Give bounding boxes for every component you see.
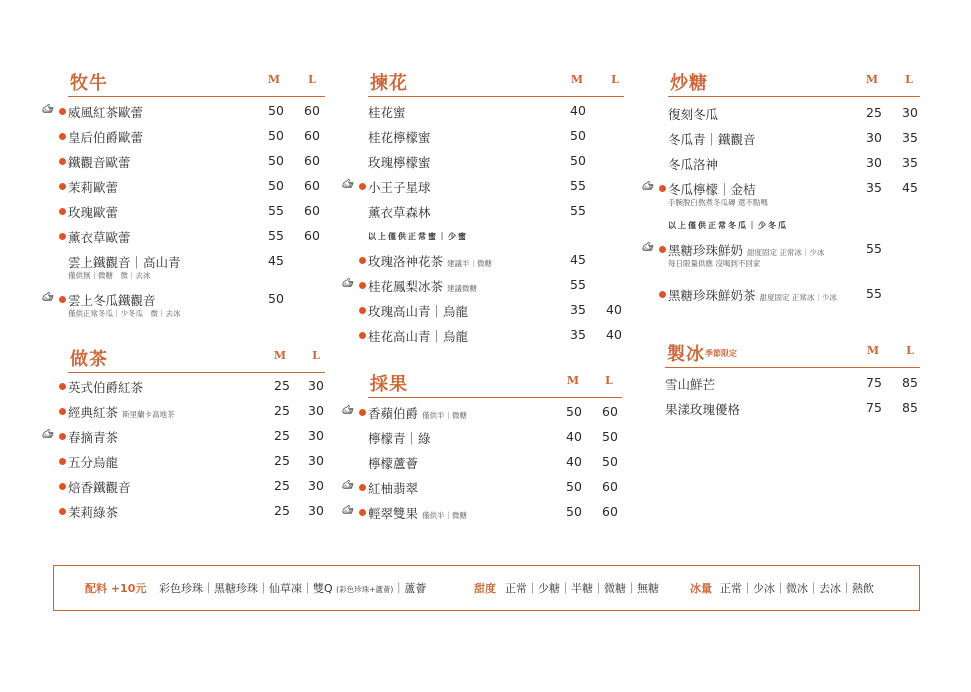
hand-pointing-icon bbox=[641, 241, 655, 255]
menu-item-line bbox=[665, 400, 920, 417]
hand-pointing-icon bbox=[341, 504, 355, 518]
menu-item-title: 檸檬青｜綠 bbox=[368, 431, 431, 446]
menu-item bbox=[368, 252, 624, 269]
menu-item-title: 檸檬蘆薈 bbox=[368, 456, 419, 471]
section-subnote: 以上僅供正常蜜｜少蜜 bbox=[368, 232, 468, 241]
price-l: 30 bbox=[308, 428, 324, 443]
menu-item bbox=[68, 478, 325, 495]
menu-item-title: 果漾玫瑰優格 bbox=[665, 402, 741, 417]
menu-item-line bbox=[368, 203, 624, 220]
size-l-header: L bbox=[611, 73, 619, 86]
price-l: 60 bbox=[602, 504, 618, 519]
hand-pointing-icon bbox=[41, 428, 55, 442]
menu-item-line bbox=[368, 277, 624, 294]
menu-item-name bbox=[368, 302, 468, 320]
menu-item-line bbox=[68, 128, 325, 145]
menu-item-line bbox=[368, 128, 624, 145]
orange-dot-icon bbox=[59, 158, 66, 165]
price-l: 30 bbox=[308, 478, 324, 493]
menu-item-name bbox=[68, 478, 131, 496]
price-l: 60 bbox=[304, 203, 320, 218]
price-l: 30 bbox=[902, 105, 918, 120]
menu-item-name bbox=[368, 203, 431, 221]
menu-item bbox=[668, 286, 920, 303]
size-l-header: L bbox=[605, 374, 613, 387]
orange-dot-icon bbox=[59, 458, 66, 465]
menu-item-title: 黑糖珍珠鮮奶茶 bbox=[668, 288, 756, 303]
menu-item-name bbox=[68, 403, 175, 421]
price-m: 50 bbox=[566, 404, 582, 419]
price-l: 60 bbox=[602, 404, 618, 419]
menu-item-title: 黑糖珍珠鮮奶 bbox=[668, 243, 744, 258]
menu-item-name bbox=[68, 203, 118, 221]
menu-item-line bbox=[68, 203, 325, 220]
menu-item-title: 冬瓜洛神 bbox=[668, 157, 719, 172]
section-title: 製冰 bbox=[667, 344, 705, 365]
menu-item-title: 桂花鳳梨冰茶 bbox=[368, 279, 444, 294]
menu-item bbox=[665, 400, 920, 417]
orange-dot-icon bbox=[359, 509, 366, 516]
price-m: 50 bbox=[268, 178, 284, 193]
orange-dot-icon bbox=[59, 108, 66, 115]
price-m: 55 bbox=[570, 203, 586, 218]
price-m: 45 bbox=[570, 252, 586, 267]
orange-dot-icon bbox=[659, 185, 666, 192]
menu-item-line bbox=[68, 478, 325, 495]
menu-item-note: 僅供正常冬瓜｜少冬瓜 微｜去冰 bbox=[68, 309, 181, 318]
price-l: 60 bbox=[304, 103, 320, 118]
menu-item-title: 茉莉歐蕾 bbox=[68, 180, 119, 195]
price-l: 85 bbox=[902, 375, 918, 390]
menu-item-title: 桂花蜜 bbox=[368, 105, 406, 120]
menu-item-note: 僅供無｜微糖 微｜去冰 bbox=[68, 271, 151, 280]
orange-dot-icon bbox=[359, 282, 366, 289]
hand-pointing-icon bbox=[341, 178, 355, 192]
toppings-tail: ｜蘆薈 bbox=[393, 582, 427, 595]
menu-item-title: 威風紅茶歐蕾 bbox=[68, 105, 144, 120]
price-m: 30 bbox=[866, 155, 882, 170]
menu-item-line bbox=[668, 241, 920, 258]
menu-item bbox=[368, 153, 624, 170]
orange-dot-icon bbox=[59, 133, 66, 140]
orange-dot-icon bbox=[359, 409, 366, 416]
menu-item-line bbox=[368, 404, 622, 421]
price-l: 60 bbox=[602, 479, 618, 494]
menu-item-tag: 建議半｜微糖 bbox=[447, 259, 493, 268]
menu-item-line bbox=[368, 178, 624, 195]
size-l-header: L bbox=[905, 73, 913, 86]
price-m: 75 bbox=[866, 400, 882, 415]
ice-options: 正常｜少冰｜微冰｜去冰｜熱飲 bbox=[720, 582, 874, 595]
menu-item-tag: 建議微糖 bbox=[447, 284, 478, 293]
sweetness-label: 甜度 bbox=[474, 582, 496, 595]
menu-item bbox=[368, 504, 622, 521]
price-m: 50 bbox=[268, 153, 284, 168]
orange-dot-icon bbox=[359, 183, 366, 190]
menu-item bbox=[368, 429, 622, 446]
price-l: 60 bbox=[304, 128, 320, 143]
menu-item-name bbox=[668, 105, 718, 123]
menu-item-title: 玫瑰高山青｜烏龍 bbox=[368, 304, 469, 319]
menu-item bbox=[368, 277, 624, 294]
menu-item-title: 玫瑰歐蕾 bbox=[68, 205, 119, 220]
menu-item-name bbox=[665, 375, 715, 393]
menu-item-title: 小王子星球 bbox=[368, 180, 431, 195]
menu-item bbox=[668, 155, 920, 172]
price-m: 35 bbox=[570, 302, 586, 317]
price-m: 40 bbox=[566, 429, 582, 444]
menu-item-line bbox=[68, 253, 325, 270]
menu-item-name bbox=[368, 504, 467, 522]
menu-item-name bbox=[668, 155, 718, 173]
size-m-header: M bbox=[866, 344, 880, 357]
menu-item-name bbox=[68, 453, 118, 471]
price-l: 60 bbox=[304, 153, 320, 168]
menu-item-title: 桂花高山青｜烏龍 bbox=[368, 329, 469, 344]
price-m: 50 bbox=[570, 128, 586, 143]
menu-item-title: 香蘋伯爵 bbox=[368, 406, 419, 421]
menu-item-line bbox=[368, 302, 624, 319]
menu-item-name bbox=[368, 404, 467, 422]
menu-item bbox=[368, 479, 622, 496]
menu-item-name bbox=[368, 128, 431, 146]
hand-pointing-icon bbox=[341, 479, 355, 493]
section-caiguo bbox=[368, 370, 622, 530]
section-header bbox=[665, 340, 920, 368]
orange-dot-icon bbox=[59, 508, 66, 515]
orange-dot-icon bbox=[59, 483, 66, 490]
menu-item bbox=[68, 228, 325, 245]
menu-item-name bbox=[368, 479, 418, 497]
menu-item-name bbox=[368, 178, 431, 196]
size-m-header: M bbox=[570, 73, 584, 86]
orange-dot-icon bbox=[59, 296, 66, 303]
price-m: 30 bbox=[866, 130, 882, 145]
menu-item bbox=[68, 453, 325, 470]
price-m: 45 bbox=[268, 253, 284, 268]
menu-item bbox=[68, 203, 325, 220]
menu-item-title: 雪山鮮芒 bbox=[665, 377, 716, 392]
section-header bbox=[668, 69, 920, 97]
menu-item-tag: 僅供半｜微糖 bbox=[422, 511, 468, 520]
menu-item-line bbox=[68, 503, 325, 520]
options-footer bbox=[53, 565, 920, 611]
menu-item-line bbox=[368, 454, 622, 471]
menu-item-title: 皇后伯爵歐蕾 bbox=[68, 130, 144, 145]
menu-item-name bbox=[68, 228, 131, 246]
menu-item-name bbox=[368, 454, 418, 472]
section-zuocha bbox=[68, 345, 325, 535]
price-m: 25 bbox=[274, 478, 290, 493]
menu-item-title: 雲上冬瓜鐵觀音 bbox=[68, 293, 156, 308]
menu-item-title: 玫瑰洛神花茶 bbox=[368, 254, 444, 269]
menu-item-tag: 甜度固定 正常冰｜少冰 bbox=[747, 248, 825, 257]
menu-item-name bbox=[68, 253, 181, 271]
menu-item-title: 薰衣草歐蕾 bbox=[68, 230, 131, 245]
menu-item bbox=[68, 378, 325, 395]
menu-item-title: 經典紅茶 bbox=[68, 405, 119, 420]
hand-pointing-icon bbox=[41, 103, 55, 117]
price-m: 25 bbox=[866, 105, 882, 120]
toppings-text: 彩色珍珠｜黑糖珍珠｜仙草凍｜雙Q bbox=[159, 582, 333, 595]
menu-item-note: 手腕脫臼熬煮冬瓜磚 還不點嗎 bbox=[668, 198, 768, 207]
orange-dot-icon bbox=[59, 433, 66, 440]
price-l: 45 bbox=[902, 180, 918, 195]
menu-item-name bbox=[368, 153, 431, 171]
menu-item-line bbox=[68, 228, 325, 245]
section-title: 做茶 bbox=[70, 349, 108, 370]
section-muniu bbox=[68, 69, 325, 319]
hand-pointing-icon bbox=[341, 277, 355, 291]
menu-item-name bbox=[68, 178, 118, 196]
orange-dot-icon bbox=[659, 246, 666, 253]
section-zhibing bbox=[665, 340, 920, 430]
price-l: 35 bbox=[902, 155, 918, 170]
menu-item bbox=[68, 103, 325, 120]
price-m: 40 bbox=[570, 103, 586, 118]
menu-item bbox=[368, 203, 624, 220]
ice-label: 冰量 bbox=[690, 582, 712, 595]
section-luohua bbox=[368, 69, 624, 349]
menu-item-line bbox=[668, 105, 920, 122]
size-l-header: L bbox=[308, 73, 316, 86]
toppings-list bbox=[159, 580, 426, 596]
menu-item-name bbox=[668, 180, 756, 198]
menu-item-title: 焙香鐵觀音 bbox=[68, 480, 131, 495]
menu-item-name bbox=[68, 503, 118, 521]
menu-item-title: 薰衣草森林 bbox=[368, 205, 431, 220]
section-title: 揀花 bbox=[370, 73, 408, 94]
menu-item bbox=[665, 375, 920, 392]
size-m-header: M bbox=[865, 73, 879, 86]
menu-item-name bbox=[368, 327, 468, 345]
menu-item bbox=[68, 178, 325, 195]
price-m: 25 bbox=[274, 428, 290, 443]
menu-item-name bbox=[68, 428, 118, 446]
menu-item-line bbox=[368, 252, 624, 269]
menu-item-line bbox=[368, 429, 622, 446]
menu-item-title: 茉莉綠茶 bbox=[68, 505, 119, 520]
price-m: 50 bbox=[268, 103, 284, 118]
menu-item bbox=[368, 178, 624, 195]
menu-item-name bbox=[665, 400, 740, 418]
menu-item bbox=[68, 291, 325, 318]
menu-item bbox=[368, 404, 622, 421]
menu-item-line bbox=[68, 378, 325, 395]
price-m: 35 bbox=[866, 180, 882, 195]
menu-item-tag: 僅供半｜微糖 bbox=[422, 411, 468, 420]
price-m: 25 bbox=[274, 403, 290, 418]
orange-dot-icon bbox=[59, 408, 66, 415]
price-m: 55 bbox=[866, 241, 882, 256]
menu-item-title: 鐵觀音歐蕾 bbox=[68, 155, 131, 170]
menu-item-title: 春摘青茶 bbox=[68, 430, 119, 445]
price-l: 60 bbox=[304, 228, 320, 243]
menu-item-line bbox=[368, 103, 624, 120]
section-header bbox=[368, 69, 624, 97]
price-m: 55 bbox=[268, 228, 284, 243]
section-header bbox=[368, 370, 622, 398]
menu-item bbox=[668, 130, 920, 147]
menu-item-title: 冬瓜青｜鐵觀音 bbox=[668, 132, 756, 147]
menu-item-line bbox=[368, 479, 622, 496]
section-header bbox=[68, 345, 325, 373]
menu-item-name bbox=[68, 153, 131, 171]
menu-item-title: 冬瓜檸檬｜金桔 bbox=[668, 182, 756, 197]
section-chaotang bbox=[668, 69, 920, 309]
section-title: 炒糖 bbox=[670, 73, 708, 94]
price-m: 55 bbox=[570, 178, 586, 193]
menu-item-name bbox=[68, 103, 143, 121]
menu-item-tag: 斯里蘭卡高地茶 bbox=[122, 410, 175, 419]
menu-item-title: 輕翠雙果 bbox=[368, 506, 419, 521]
price-m: 75 bbox=[866, 375, 882, 390]
orange-dot-icon bbox=[359, 307, 366, 314]
menu-item bbox=[68, 153, 325, 170]
menu-item-name bbox=[368, 103, 406, 121]
menu-item-line bbox=[668, 180, 920, 197]
price-l: 40 bbox=[606, 302, 622, 317]
menu-item bbox=[68, 428, 325, 445]
menu-item bbox=[68, 403, 325, 420]
price-m: 55 bbox=[268, 203, 284, 218]
menu-item-line bbox=[68, 428, 325, 445]
price-l: 30 bbox=[308, 403, 324, 418]
orange-dot-icon bbox=[359, 257, 366, 264]
toppings-note: (彩色珍珠+蘆薈) bbox=[336, 585, 394, 594]
menu-item bbox=[368, 128, 624, 145]
menu-item-name bbox=[668, 286, 837, 304]
price-m: 25 bbox=[274, 503, 290, 518]
orange-dot-icon bbox=[59, 383, 66, 390]
menu-item-name bbox=[68, 128, 143, 146]
orange-dot-icon bbox=[59, 233, 66, 240]
menu-item-line bbox=[68, 153, 325, 170]
menu-item bbox=[668, 105, 920, 122]
menu-item-line bbox=[668, 155, 920, 172]
menu-item-line bbox=[68, 178, 325, 195]
section-title: 牧牛 bbox=[70, 73, 108, 94]
menu-item-note: 每日限量供應 沒喝到不回家 bbox=[668, 259, 761, 268]
menu-item-line bbox=[68, 291, 325, 308]
menu-item bbox=[368, 327, 624, 344]
orange-dot-icon bbox=[59, 208, 66, 215]
orange-dot-icon bbox=[659, 291, 666, 298]
menu-item-line bbox=[668, 130, 920, 147]
size-l-header: L bbox=[312, 349, 320, 362]
menu-item-line bbox=[368, 504, 622, 521]
price-l: 30 bbox=[308, 503, 324, 518]
hand-pointing-icon bbox=[341, 404, 355, 418]
menu-item-title: 英式伯爵紅茶 bbox=[68, 380, 144, 395]
price-l: 30 bbox=[308, 453, 324, 468]
section-title: 採果 bbox=[370, 374, 408, 395]
menu-item bbox=[68, 128, 325, 145]
menu-item-title: 玫瑰檸檬蜜 bbox=[368, 155, 431, 170]
menu-item-line bbox=[68, 403, 325, 420]
menu-item-name bbox=[68, 378, 143, 396]
hand-pointing-icon bbox=[641, 180, 655, 194]
price-l: 30 bbox=[308, 378, 324, 393]
sweetness-options: 正常｜少糖｜半糖｜微糖｜無糖 bbox=[505, 582, 659, 595]
menu-item-name bbox=[668, 130, 756, 148]
menu-item-line bbox=[668, 286, 920, 303]
menu-item bbox=[368, 454, 622, 471]
size-m-header: M bbox=[267, 73, 281, 86]
price-m: 50 bbox=[268, 128, 284, 143]
menu-item-tag: 甜度固定 正常冰｜少冰 bbox=[759, 293, 837, 302]
price-l: 85 bbox=[902, 400, 918, 415]
orange-dot-icon bbox=[359, 332, 366, 339]
size-m-header: M bbox=[566, 374, 580, 387]
menu-item-title: 五分烏龍 bbox=[68, 455, 119, 470]
menu-item bbox=[668, 241, 920, 268]
price-m: 35 bbox=[570, 327, 586, 342]
menu-item bbox=[68, 503, 325, 520]
price-l: 60 bbox=[304, 178, 320, 193]
menu-item-title: 復刻冬瓜 bbox=[668, 107, 719, 122]
price-m: 50 bbox=[566, 479, 582, 494]
menu-item-title: 桂花檸檬蜜 bbox=[368, 130, 431, 145]
price-l: 50 bbox=[602, 454, 618, 469]
menu-item-line bbox=[368, 327, 624, 344]
menu-item bbox=[668, 180, 920, 207]
price-l: 40 bbox=[606, 327, 622, 342]
section-header bbox=[68, 69, 325, 97]
orange-dot-icon bbox=[359, 484, 366, 491]
menu-item-name bbox=[368, 252, 492, 270]
price-m: 50 bbox=[566, 504, 582, 519]
menu-item-line bbox=[665, 375, 920, 392]
price-m: 50 bbox=[570, 153, 586, 168]
menu-item-line bbox=[68, 103, 325, 120]
hand-pointing-icon bbox=[41, 291, 55, 305]
price-m: 25 bbox=[274, 378, 290, 393]
price-m: 55 bbox=[866, 286, 882, 301]
menu-item-title: 雲上鐵觀音｜高山青 bbox=[68, 255, 181, 270]
price-m: 50 bbox=[268, 291, 284, 306]
price-m: 55 bbox=[570, 277, 586, 292]
menu-item-title: 紅柚翡翠 bbox=[368, 481, 419, 496]
orange-dot-icon bbox=[59, 183, 66, 190]
section-subtitle: 季節限定 bbox=[705, 348, 737, 358]
menu-item bbox=[368, 302, 624, 319]
menu-item-name bbox=[368, 277, 477, 295]
price-l: 50 bbox=[602, 429, 618, 444]
menu-item-name bbox=[68, 291, 156, 309]
price-m: 25 bbox=[274, 453, 290, 468]
size-l-header: L bbox=[906, 344, 914, 357]
price-m: 40 bbox=[566, 454, 582, 469]
menu-item bbox=[68, 253, 325, 280]
menu-item bbox=[368, 103, 624, 120]
menu-item-line bbox=[368, 153, 624, 170]
toppings-label: 配料 +10元 bbox=[85, 582, 147, 595]
menu-item-line bbox=[68, 453, 325, 470]
menu-item-name bbox=[368, 429, 431, 447]
menu-item-name bbox=[668, 241, 824, 259]
section-subnote: 以上僅供正常冬瓜｜少冬瓜 bbox=[668, 221, 788, 230]
price-l: 35 bbox=[902, 130, 918, 145]
size-m-header: M bbox=[273, 349, 287, 362]
